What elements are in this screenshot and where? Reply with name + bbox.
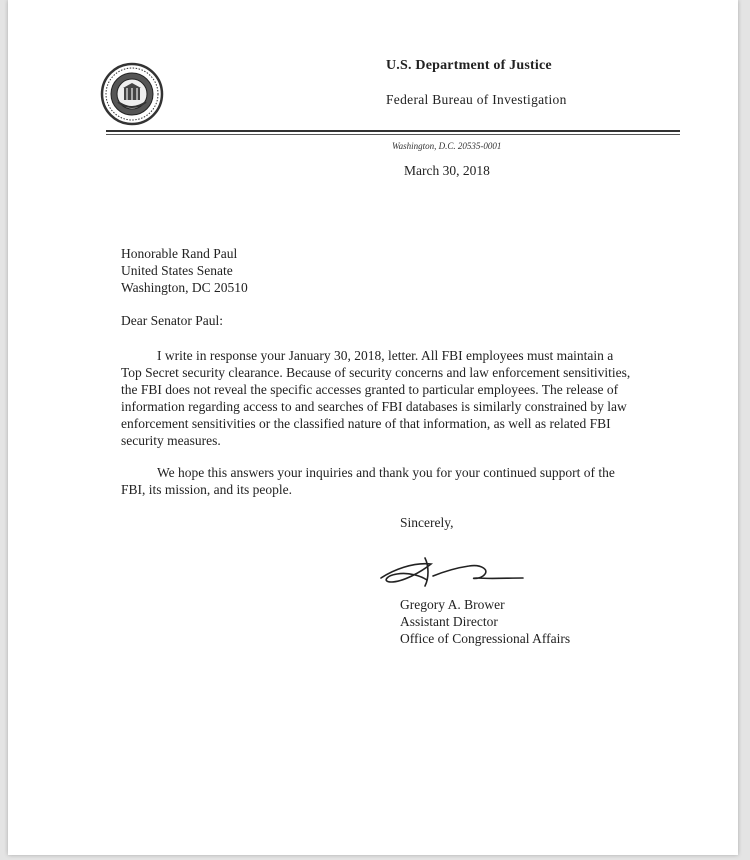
body-paragraph-1-text: I write in response your January 30, 2018, letter. All FBI employees must maintain a Top Secret security clearance. Because of security concerns and law enforcement sensitivities, the FBI does not reveal the specific accesses granted to particular employees. The release of information regarding access to and searches of FBI databases is similarly constrained by law enforcement sensitivities or the classified nature of that information, as well as related FBI security measures. (121, 348, 631, 448)
body-paragraph-1 (121, 347, 631, 449)
salutation: Dear Senator Paul: (121, 313, 223, 328)
recipient-name: Honorable Rand Paul (121, 246, 238, 261)
letterhead-city: Washington, D.C. 20535-0001 (392, 141, 502, 151)
letter-date: March 30, 2018 (404, 163, 490, 178)
fbi-seal-icon (100, 62, 164, 126)
signature-icon (373, 548, 533, 594)
recipient-office: United States Senate (121, 263, 233, 278)
letterhead-rule-thin (106, 134, 680, 135)
bureau-name: Federal Bureau of Investigation (386, 92, 567, 107)
letterhead-rule (106, 130, 680, 132)
recipient-city: Washington, DC 20510 (121, 280, 248, 295)
body-paragraph-2-text: We hope this answers your inquiries and thank you for your continued support of the FBI, its mission, and its people. (121, 465, 615, 497)
department-name: U.S. Department of Justice (386, 58, 552, 73)
signer-name: Gregory A. Brower (400, 597, 505, 612)
signer-title: Assistant Director (400, 614, 498, 629)
closing: Sincerely, (400, 515, 454, 530)
body-paragraph-2 (121, 464, 631, 498)
letter-page (8, 0, 738, 855)
signer-office: Office of Congressional Affairs (400, 631, 571, 646)
